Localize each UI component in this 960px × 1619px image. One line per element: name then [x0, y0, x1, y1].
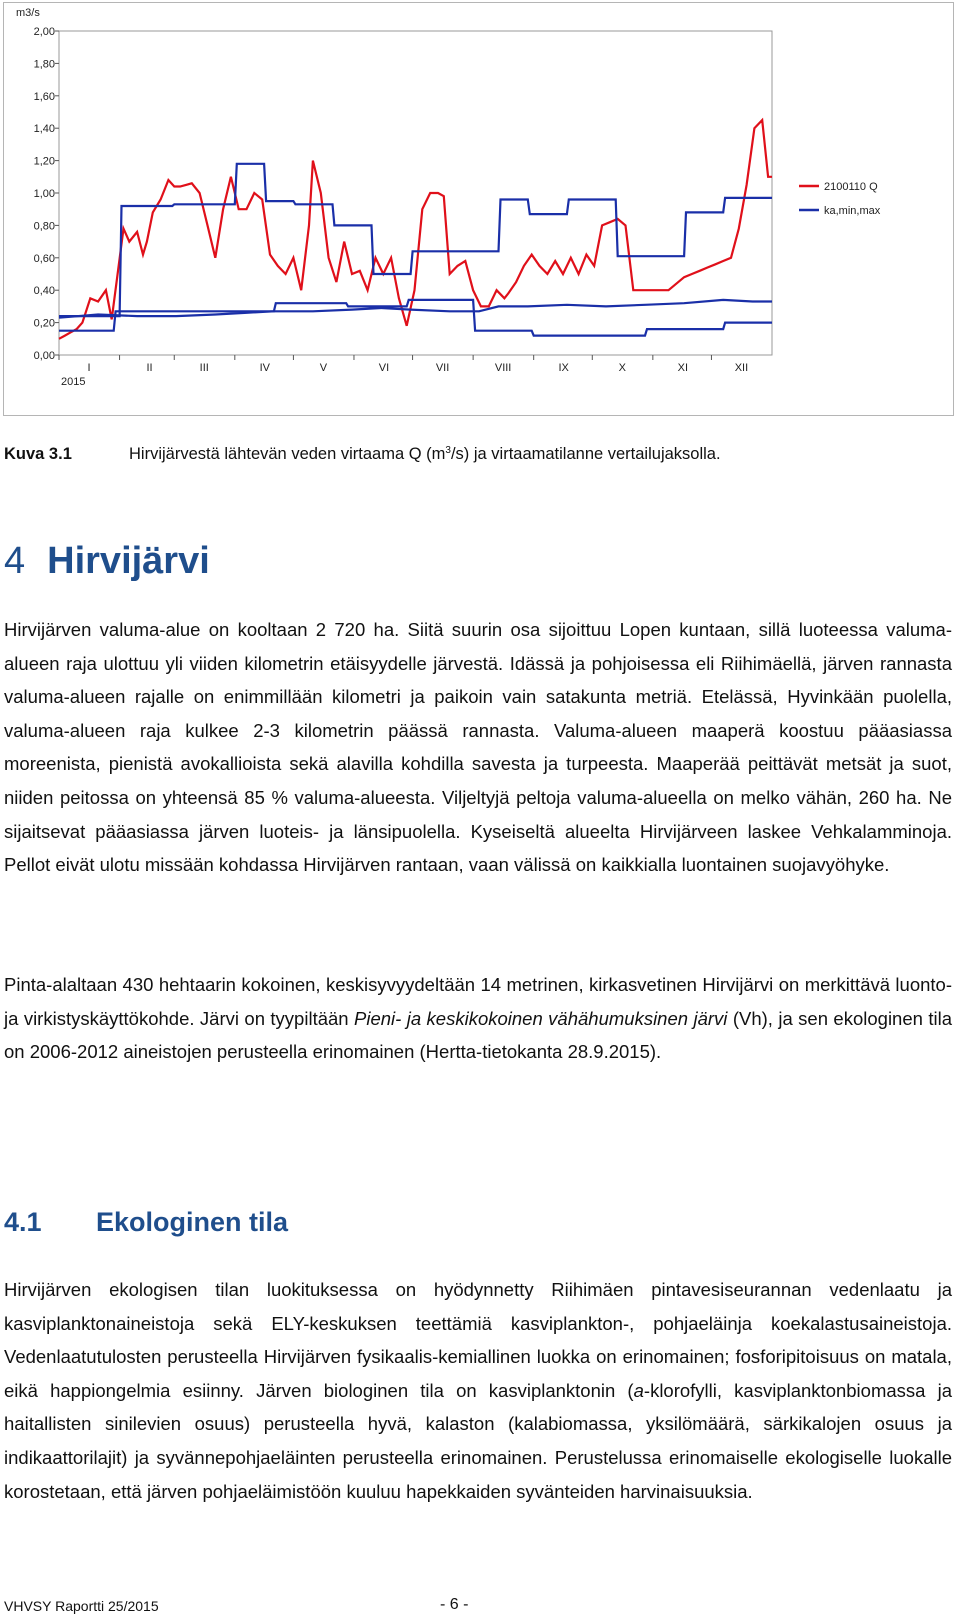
x-tick-label: VIII: [494, 362, 512, 374]
lake-type-italic: Pieni- ja keskikokoinen vähähumuksinen järvi: [354, 1007, 728, 1029]
paragraph-catchment: Hirvijärven valuma-alue on kooltaan 2 720 ha. Siitä suurin osa sijoittuu Lopen kuntaan, sillä luoteessa valuma-alueen raja ulottuu yli viiden kilometrin etäisyydelle järvestä. Idässä ja pohjoisessa eli Riihimäellä, järven rannasta valuma-alueen rajalle on enimmillään kilometri ja paikoin vain satakunta metriä. Etelässä, Hyvinkään puolella, valuma-alueen raja kulkee 2-3 kilometrin päässä rannasta. Valuma-alueen maaperä koostuu pääasiassa moreenista, pienistä avokallioista sekä alavilla kohdilla savesta ja turpeesta. Maaperää peittävät metsät ja suot, niiden peitossa on yhteensä 85 % valuma-alueesta. Viljeltyjä peltoja valuma-alueella on melko vähän, 260 ha. Ne sijaitsevat pääasiassa järven luoteis- ja länsipuolella. Kyseiseltä alueelta Hirvijärveen laskee Vehkalamminoja. Pellot eivät ulotu missään kohdassa Hirvijärven rantaan, vaan välissä on kaikkialla luontainen suojavyöhyke.: [4, 619, 952, 876]
footer-report: VHVSY Raportti 25/2015: [4, 1598, 159, 1614]
section-title: Hirvijärvi: [47, 540, 210, 582]
series-line-mean: [59, 300, 772, 318]
y-tick-label: 1,00: [33, 188, 55, 200]
y-tick-label: 1,40: [33, 123, 55, 136]
y-axis-unit: m3/s: [16, 7, 40, 19]
figure-label: Kuva 3.1: [4, 445, 72, 463]
paragraph-lake-description: [4, 968, 952, 1069]
paragraph-text: Hirvijärven ekologisen tilan luokituksessa on hyödynnetty Riihimäen pintavesiseurannan vedenlaatu ja kasviplanktonaineistoja sekä ELY-keskuksen teettämiä kasviplankton-, pohjaeläinja koekalastusaineistoja. Vedenlaatutulosten perusteella Hirvijärven fysikaalis-kemiallinen luokka on erinomainen; fosforipitoisuus on matala, eikä happiongelmia esiinny. Järven biologinen tila on kasviplanktonin (: [4, 1279, 952, 1401]
flow-chart: [4, 3, 955, 417]
caption-superscript: 3: [445, 445, 451, 456]
subsection-title: Ekologinen tila: [96, 1207, 289, 1237]
x-tick-label: XI: [677, 362, 689, 374]
paragraph-ecological-status: [4, 1273, 952, 1508]
x-tick-label: I: [87, 362, 91, 374]
x-tick-label: IX: [558, 362, 569, 374]
subsection-heading: [4, 1207, 288, 1238]
caption-text: Hirvijärvestä lähtevän veden virtaama Q (m: [129, 445, 446, 463]
y-tick-label: 0,60: [33, 252, 55, 265]
section-number: 4: [4, 540, 26, 582]
legend-label-ref: ka,min,max: [824, 205, 881, 217]
x-tick-label: III: [199, 362, 209, 374]
series-line-q: [59, 120, 772, 339]
page-number: - 6 -: [440, 1596, 469, 1613]
legend-label-q: 2100110 Q: [824, 181, 878, 193]
paragraph-text: Pinta-alaltaan 430 hehtaarin kokoinen, keskisyvyydeltään 14 metrinen, kirkasvetinen Hirvijärvi on merkittävä luonto- ja virkistyskäyttökohde. Järvi on tyypiltään: [4, 974, 952, 1029]
series-line-min: [59, 300, 772, 336]
subsection-number: 4.1: [4, 1207, 42, 1237]
y-tick-label: 0,80: [33, 220, 55, 233]
flow-chart-frame: [3, 2, 954, 416]
y-tick-label: 0,00: [33, 350, 55, 362]
chlorophyll-italic: a: [633, 1379, 644, 1401]
y-tick-label: 1,80: [33, 58, 55, 71]
x-tick-label: IV: [259, 362, 271, 374]
y-tick-label: 1,60: [33, 90, 55, 103]
paragraph-text-end: -klorofylli, kasviplanktonbiomassa ja haitallisten sinilevien osuus) perusteella hyvä, kalaston (kalabiomassa, yksilömäärä, särkikalojen osuus ja indikaattorilajit) ja syvännepohjaeläinten perusteella erinomainen. Perustelussa erinomaiselle ekologiselle luokalle korostetaan, että järven pohjaeläimistöön kuuluu hapekkaiden syvänteiden harvinaisuuksia.: [4, 1379, 952, 1502]
x-year-label: 2015: [61, 376, 86, 388]
x-tick-label: II: [146, 362, 153, 374]
y-tick-label: 0,20: [33, 317, 55, 330]
x-tick-label: V: [319, 362, 328, 374]
section-heading: [4, 540, 210, 583]
plot-area: [59, 31, 772, 355]
x-tick-label: X: [618, 362, 626, 374]
figure-caption: [4, 445, 721, 464]
paragraph-text-end: (Vh), ja sen ekologinen tila on 2006-2012 aineistojen perusteella erinomainen (Hertta-tietokanta 28.9.2015).: [4, 1007, 952, 1063]
caption-text-end: /s) ja virtaamatilanne vertailujaksolla.: [450, 445, 721, 463]
x-tick-label: VI: [378, 362, 390, 374]
y-tick-label: 0,40: [33, 285, 55, 298]
x-tick-label: VII: [435, 362, 450, 374]
y-tick-label: 2,00: [33, 26, 55, 38]
y-tick-label: 1,20: [33, 155, 55, 168]
x-tick-label: XII: [734, 362, 749, 374]
